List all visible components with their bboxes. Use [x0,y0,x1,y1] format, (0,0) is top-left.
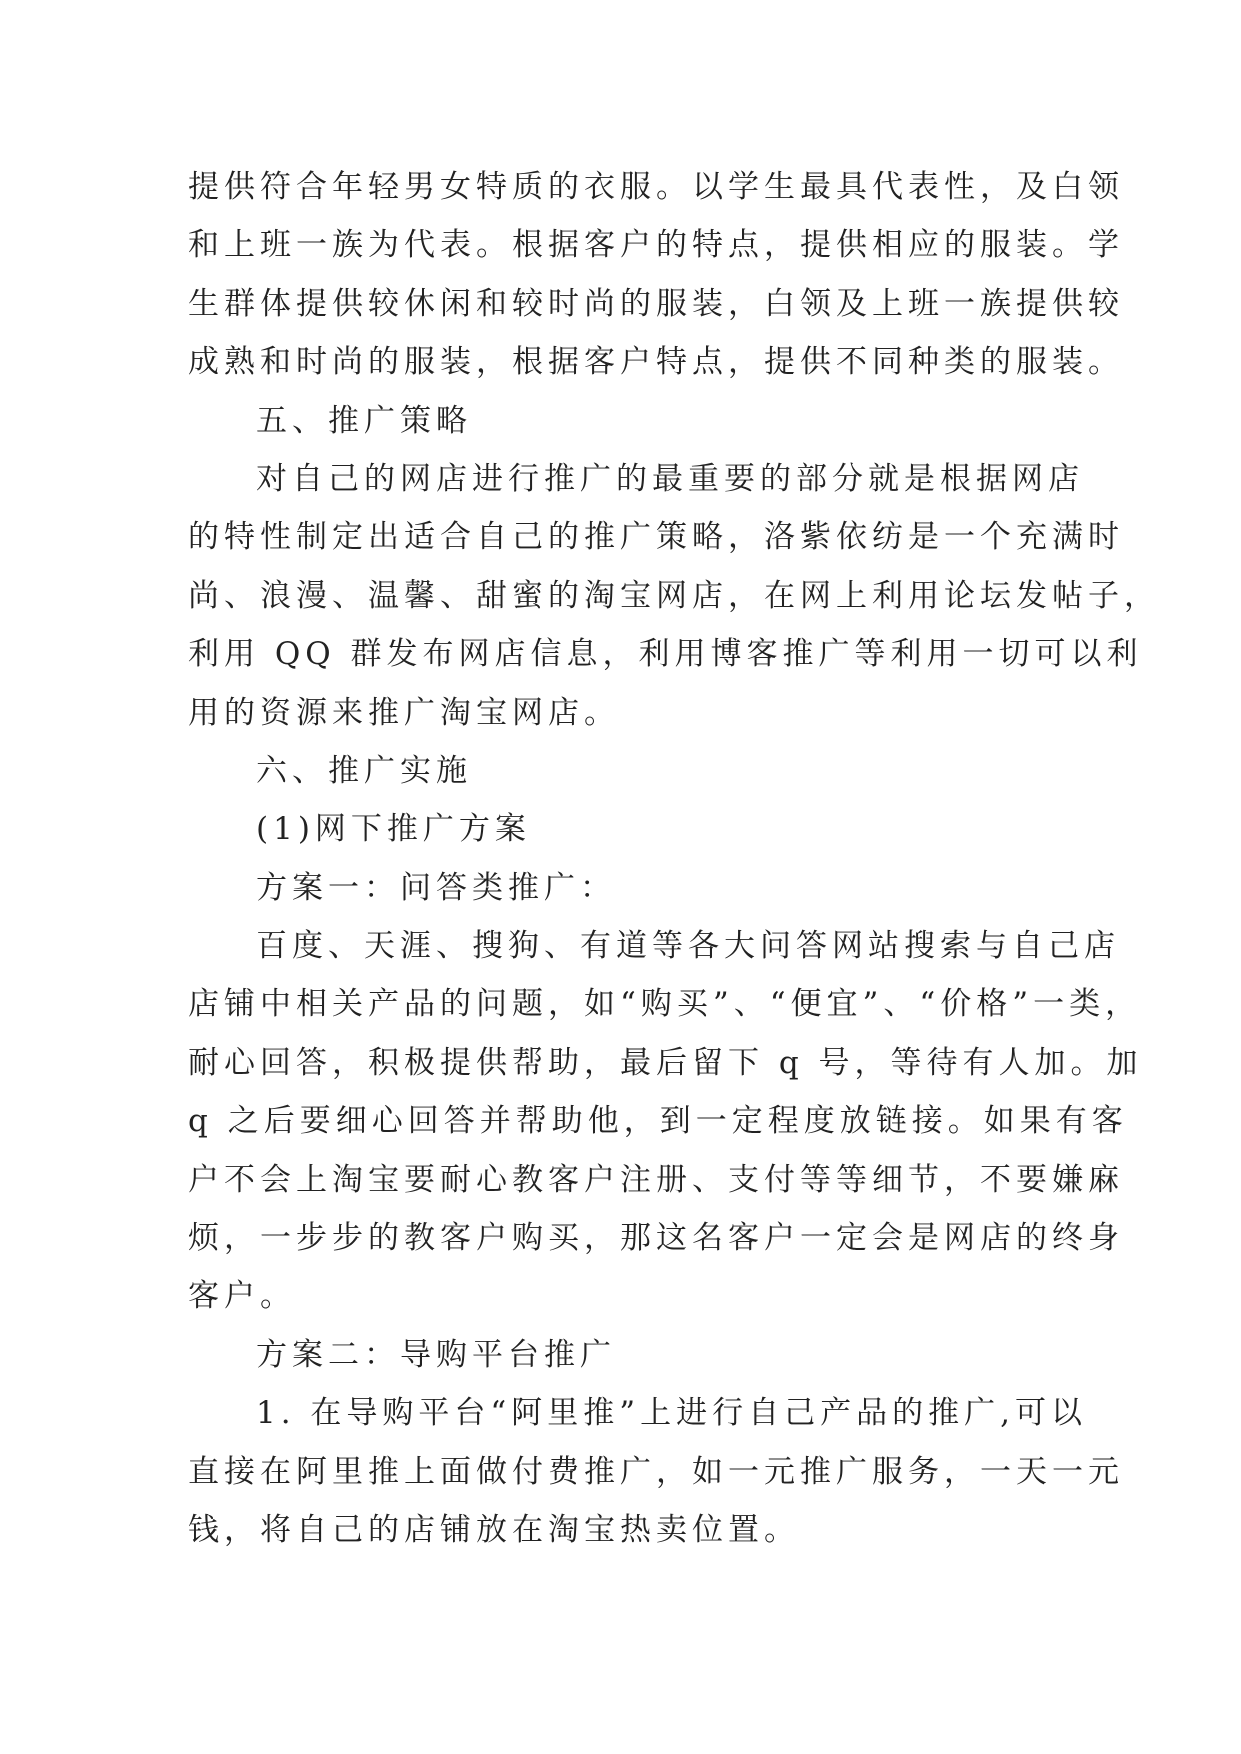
text-line: 百度、天涯、搜狗、有道等各大问答网站搜索与自己店 [256,928,1120,965]
text-line: 提供符合年轻男女特质的衣服。以学生最具代表性，及白领 [188,169,1124,205]
text-line: 方案一：问答类推广： [256,869,616,906]
text-line: 成熟和时尚的服装，根据客户特点，提供不同种类的服装。 [188,344,1124,381]
text-line: 利用 QQ 群发布网店信息，利用博客推广等利用一切可以利 [188,636,1143,673]
text-line: q 之后要细心回答并帮助他，到一定程度放链接。如果有客 [188,1103,1128,1140]
text-line: 店铺中相关产品的问题，如“购买”、“便宜”、“价格”一类， [188,986,1142,1023]
text-line: 耐心回答，积极提供帮助，最后留下 q 号，等待有人加。加 [188,1044,1143,1081]
text-line: 用的资源来推广淘宝网店。 [188,694,620,731]
text-line: 方案二：导购平台推广 [256,1336,616,1373]
text-line: 直接在阿里推上面做付费推广，如一元推广服务，一天一元 [188,1453,1124,1490]
text-line: 生群体提供较休闲和较时尚的服装，白领及上班一族提供较 [188,285,1124,322]
text-line: 尚、浪漫、温馨、甜蜜的淘宝网店，在网上利用论坛发帖子， [188,577,1160,614]
text-line: 客户。 [188,1278,296,1315]
text-line: 五、推广策略 [256,402,472,439]
text-line: 钱，将自己的店铺放在淘宝热卖位置。 [188,1511,800,1548]
document-body [188,158,1160,1559]
text-line: 六、推广实施 [256,752,472,789]
text-line: (1)网下推广方案 [256,811,531,848]
text-line: 户不会上淘宝要耐心教客户注册、支付等等细节，不要嫌麻 [188,1161,1124,1198]
text-line: 1. 在导购平台“阿里推”上进行自己产品的推广,可以 [256,1395,1087,1432]
text-line: 的特性制定出适合自己的推广策略，洛紫依纺是一个充满时 [188,519,1124,556]
text-line: 对自己的网店进行推广的最重要的部分就是根据网店 [256,460,1084,497]
text-line: 烦，一步步的教客户购买，那这名客户一定会是网店的终身 [188,1220,1124,1257]
text-line: 和上班一族为代表。根据客户的特点，提供相应的服装。学 [188,227,1124,264]
